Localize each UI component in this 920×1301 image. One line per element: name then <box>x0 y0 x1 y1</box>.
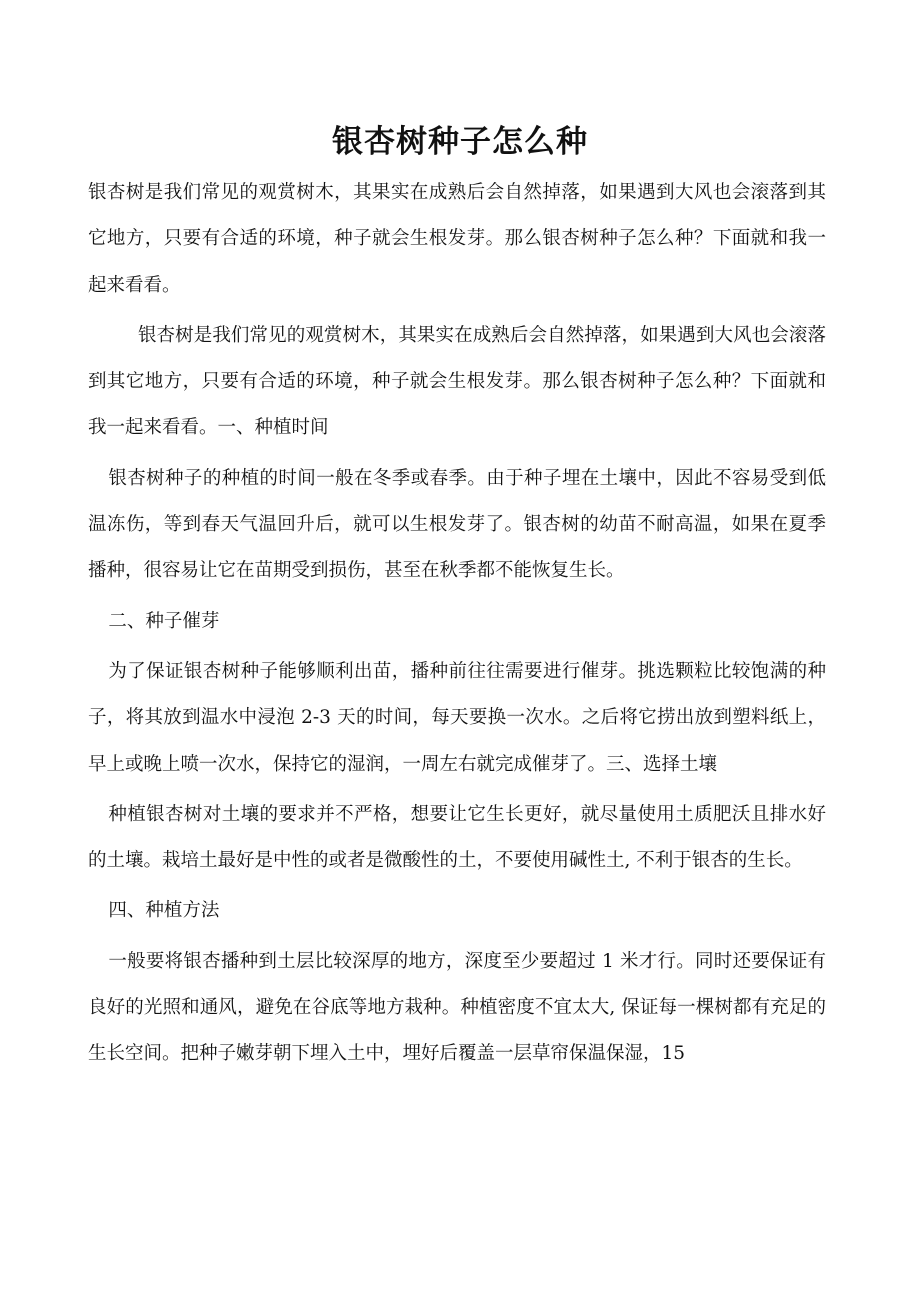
document-title: 银杏树种子怎么种 <box>332 124 588 160</box>
section-heading-germination: 二、种子催芽 <box>108 610 220 632</box>
soil-paragraph: 种植银杏树对土壤的要求并不严格，想要让它生长更好，就尽量使用土质肥沃且排水好的土壤。栽培土最好是中性的或者是微酸性的土，不要使用碱性土, 不利于银杏的生长。 <box>88 803 826 872</box>
method-paragraph: 一般要将银杏播种到土层比较深厚的地方，深度至少要超过 1 米才行。同时还要保证有良好的光照和通风，避免在谷底等地方栽种。种植密度不宜太大, 保证每一棵树都有充足的生长空间。把种子嫩芽朝下埋入土中，埋好后覆盖一层草帘保温保湿，15 <box>88 950 826 1065</box>
document-body <box>88 170 826 1078</box>
germination-paragraph: 为了保证银杏树种子能够顺利出苗，播种前往往需要进行催芽。挑选颗粒比较饱满的种子，将其放到温水中浸泡 2-3 天的时间，每天要换一次水。之后将它捞出放到塑料纸上，早上或晚上喷一次水，保持它的湿润，一周左右就完成催芽了。三、选择土壤 <box>88 660 826 775</box>
intro-repeat-paragraph: 银杏树是我们常见的观赏树木，其果实在成熟后会自然掉落，如果遇到大风也会滚落到其它地方，只要有合适的环境，种子就会生根发芽。那么银杏树种子怎么种？下面就和我一起来看看。一、种植时间 <box>88 324 826 439</box>
section-heading-method: 四、种植方法 <box>108 900 220 922</box>
intro-paragraph: 银杏树是我们常见的观赏树木，其果实在成熟后会自然掉落，如果遇到大风也会滚落到其它地方，只要有合适的环境，种子就会生根发芽。那么银杏树种子怎么种？下面就和我一起来看看。 <box>88 182 826 296</box>
planting-time-paragraph: 银杏树种子的种植的时间一般在冬季或春季。由于种子埋在土壤中，因此不容易受到低温冻伤，等到春天气温回升后，就可以生根发芽了。银杏树的幼苗不耐高温，如果在夏季播种，很容易让它在苗期受到损伤，甚至在秋季都不能恢复生长。 <box>88 467 826 582</box>
